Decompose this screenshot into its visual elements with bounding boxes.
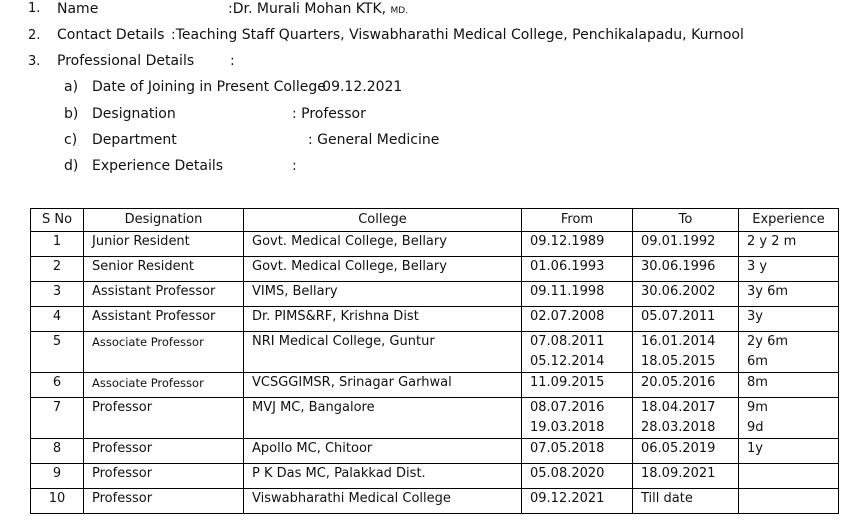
cell-experience: 1y: [739, 439, 839, 464]
cell-from: 09.12.2021: [522, 489, 633, 514]
designation-label: Designation: [92, 106, 176, 122]
cell-experience: 3y: [739, 307, 839, 332]
cell-experience: 3y 6m: [739, 282, 839, 307]
from-date-1: 08.07.2016: [530, 400, 605, 415]
cell-to: 09.01.1992: [633, 232, 739, 257]
cell-college: Viswabharathi Medical College: [244, 489, 522, 514]
header-sno: S No: [31, 209, 84, 232]
name-value: [228, 0, 408, 20]
cell-from: 09.12.1989: [522, 232, 633, 257]
from-date-2: 19.03.2018: [530, 420, 605, 435]
table-row: [31, 439, 839, 464]
section-3-number: 3.: [28, 54, 41, 69]
experience-colon: :: [292, 158, 297, 174]
cell-to: 05.07.2011: [633, 307, 739, 332]
cell-from: 11.09.2015: [522, 373, 633, 398]
cell-sno: 4: [31, 307, 84, 332]
cell-to: 18.09.2021: [633, 464, 739, 489]
cell-to: 20.05.2016: [633, 373, 739, 398]
table-row: [31, 398, 839, 439]
cell-designation: Junior Resident: [84, 232, 244, 257]
cell-sno: 9: [31, 464, 84, 489]
cell-to: Till date: [633, 489, 739, 514]
experience-1: 9m: [747, 400, 768, 415]
section-2-number: 2.: [28, 28, 41, 43]
header-college: College: [244, 209, 522, 232]
item-b-letter: b): [64, 106, 79, 122]
to-date-1: 18.04.2017: [641, 400, 716, 415]
cell-designation: Assistant Professor: [84, 307, 244, 332]
cell-sno: 8: [31, 439, 84, 464]
cell-college: Apollo MC, Chitoor: [244, 439, 522, 464]
experience-label: Experience Details: [92, 158, 224, 174]
cell-sno: 2: [31, 257, 84, 282]
cell-sno: 5: [31, 332, 84, 373]
cell-sno: 10: [31, 489, 84, 514]
cell-sno: 7: [31, 398, 84, 439]
cell-college: VCSGGIMSR, Srinagar Garhwal: [244, 373, 522, 398]
cell-from: [522, 398, 633, 439]
cell-from: 05.08.2020: [522, 464, 633, 489]
joining-label: Date of Joining in Present College: [92, 79, 326, 95]
experience-table: [30, 208, 839, 514]
cell-from: 02.07.2008: [522, 307, 633, 332]
professional-colon: :: [230, 53, 235, 69]
cell-designation: Associate Professor: [84, 373, 244, 398]
cell-sno: 3: [31, 282, 84, 307]
cell-experience: [739, 332, 839, 373]
name-label: Name: [57, 1, 99, 17]
cell-experience: [739, 489, 839, 514]
name-text: :Dr. Murali Mohan KTK,: [228, 1, 387, 17]
contact-value: :Teaching Staff Quarters, Viswabharathi Medical College, Penchikalapadu, Kurnool: [171, 27, 744, 43]
to-date-2: 28.03.2018: [641, 420, 716, 435]
table-row: [31, 373, 839, 398]
table-header-row: [31, 209, 839, 232]
from-date-1: 07.08.2011: [530, 334, 605, 349]
cell-designation: Professor: [84, 464, 244, 489]
from-date-2: 05.12.2014: [530, 354, 605, 369]
cell-from: 07.05.2018: [522, 439, 633, 464]
cell-designation: Associate Professor: [84, 332, 244, 373]
experience-2: 9d: [747, 420, 764, 435]
experience-1: 2y 6m: [747, 334, 789, 349]
section-1-number: 1.: [28, 1, 41, 16]
cell-designation: Assistant Professor: [84, 282, 244, 307]
cell-from: [522, 332, 633, 373]
cell-sno: 1: [31, 232, 84, 257]
cell-college: Govt. Medical College, Bellary: [244, 232, 522, 257]
cell-college: Dr. PIMS&RF, Krishna Dist: [244, 307, 522, 332]
department-value: : General Medicine: [308, 132, 440, 148]
cell-from: 01.06.1993: [522, 257, 633, 282]
cell-to: [633, 332, 739, 373]
cell-designation: Professor: [84, 489, 244, 514]
cell-designation: Professor: [84, 439, 244, 464]
professional-label: Professional Details: [57, 53, 195, 69]
department-label: Department: [92, 132, 177, 148]
table-row: [31, 257, 839, 282]
cell-designation: Senior Resident: [84, 257, 244, 282]
cell-to: 30.06.1996: [633, 257, 739, 282]
contact-label: Contact Details: [57, 27, 165, 43]
cell-from: 09.11.1998: [522, 282, 633, 307]
table-row: [31, 489, 839, 514]
table-row: [31, 464, 839, 489]
header-designation: Designation: [84, 209, 244, 232]
name-degree: MD.: [390, 6, 409, 16]
cell-experience: 3 y: [739, 257, 839, 282]
designation-value: : Professor: [292, 106, 366, 122]
cell-college: P K Das MC, Palakkad Dist.: [244, 464, 522, 489]
table-row: [31, 307, 839, 332]
header-to: To: [633, 209, 739, 232]
header-experience: Experience: [739, 209, 839, 232]
cell-sno: 6: [31, 373, 84, 398]
cell-college: Govt. Medical College, Bellary: [244, 257, 522, 282]
cell-to: [633, 398, 739, 439]
to-date-1: 16.01.2014: [641, 334, 716, 349]
cell-to: 30.06.2002: [633, 282, 739, 307]
cell-experience: [739, 464, 839, 489]
cell-designation: Professor: [84, 398, 244, 439]
cell-experience: 8m: [739, 373, 839, 398]
cell-experience: [739, 398, 839, 439]
table-row: [31, 332, 839, 373]
cell-college: MVJ MC, Bangalore: [244, 398, 522, 439]
item-c-letter: c): [64, 132, 78, 148]
item-a-letter: a): [64, 79, 79, 95]
joining-value: : 09.12.2021: [313, 79, 403, 95]
item-d-letter: d): [64, 158, 79, 174]
table-row: [31, 232, 839, 257]
table-row: [31, 282, 839, 307]
cell-to: 06.05.2019: [633, 439, 739, 464]
experience-2: 6m: [747, 354, 768, 369]
cell-experience: 2 y 2 m: [739, 232, 839, 257]
cell-college: VIMS, Bellary: [244, 282, 522, 307]
to-date-2: 18.05.2015: [641, 354, 716, 369]
header-from: From: [522, 209, 633, 232]
cell-college: NRI Medical College, Guntur: [244, 332, 522, 373]
